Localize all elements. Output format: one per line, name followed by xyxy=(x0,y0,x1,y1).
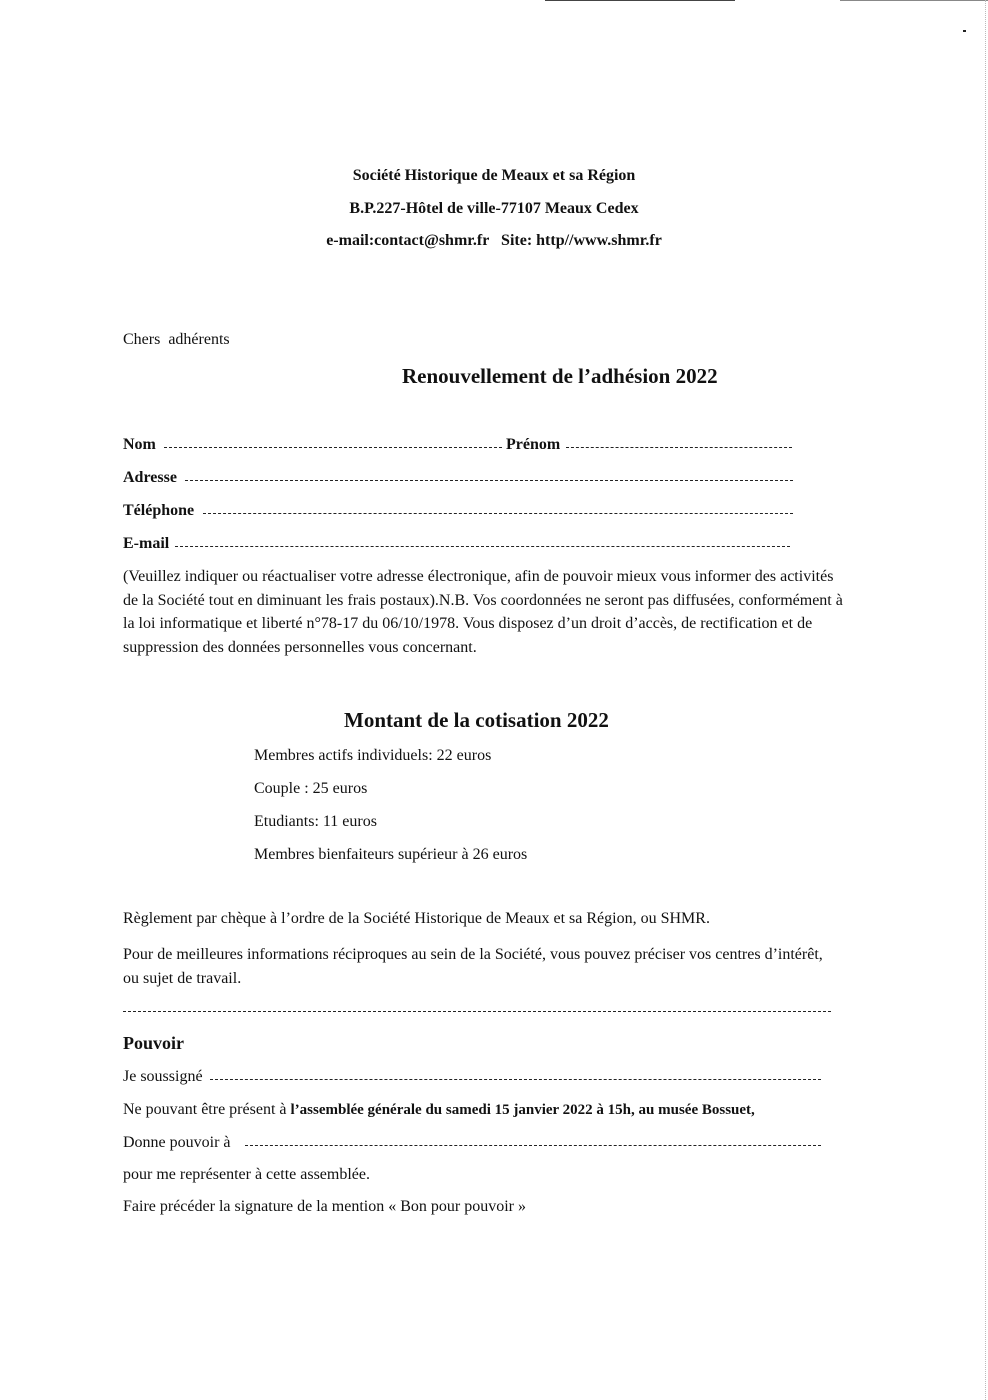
absence-prefix: Ne pouvant être présent à xyxy=(123,1101,291,1118)
adresse-label: Adresse xyxy=(123,469,177,486)
scan-artifact xyxy=(840,0,988,1)
proxy-name-field-line[interactable] xyxy=(245,1145,821,1146)
privacy-note: (Veuillez indiquer ou réactualiser votre adresse électronique, afin de pouvoir mieux vous informer des activités de la Société tout en diminuant les frais postaux).N.B. Vos coordonnées ne seront pas diffusées, conformément à la loi informatique et liberté n°78-17 du 06/10/1978. Vous disposez d’un droit d’accès, de rectification et de suppression des données personnelles vous concernant. xyxy=(123,568,843,656)
email-field-line[interactable] xyxy=(175,546,790,547)
fee-item: Membres actifs individuels: 22 euros xyxy=(254,747,492,764)
proxy-title: Pouvoir xyxy=(123,1033,184,1053)
fee-item: Etudiants: 11 euros xyxy=(254,813,377,830)
interests-note: Pour de meilleures informations réciproques au sein de la Société, vous pouvez préciser vos centres d’intérêt, ou sujet de travail. xyxy=(123,946,823,987)
represent-text: pour me représenter à cette assemblée. xyxy=(123,1166,370,1183)
undersigned-field-line[interactable] xyxy=(210,1079,821,1080)
fee-item: Membres bienfaiteurs supérieur à 26 euros xyxy=(254,846,528,863)
payment-note: Règlement par chèque à l’ordre de la Société Historique de Meaux et sa Région, ou SHMR. xyxy=(123,910,710,927)
fee-item: Couple : 25 euros xyxy=(254,780,368,797)
greeting: Chers adhérents xyxy=(123,331,230,348)
scan-speck xyxy=(963,30,966,32)
renewal-title: Renouvellement de l’adhésion 2022 xyxy=(402,364,718,388)
prenom-label: Prénom xyxy=(506,436,561,453)
telephone-field-line[interactable] xyxy=(203,513,793,514)
give-power-label: Donne pouvoir à xyxy=(123,1134,231,1151)
assembly-details: l’assemblée générale du samedi 15 janvier 2022 à 15h, au musée Bossuet, xyxy=(290,1102,755,1118)
email-label: E-mail xyxy=(123,535,170,552)
fees-title: Montant de la cotisation 2022 xyxy=(344,708,609,732)
section-separator xyxy=(123,1011,831,1012)
society-address: B.P.227-Hôtel de ville-77107 Meaux Cedex xyxy=(349,200,639,217)
scan-artifact xyxy=(545,0,735,1)
prenom-field-line[interactable] xyxy=(566,447,792,448)
nom-label: Nom xyxy=(123,436,156,453)
signature-instruction: Faire précéder la signature de la mention « Bon pour pouvoir » xyxy=(123,1198,526,1215)
society-name: Société Historique de Meaux et sa Région xyxy=(352,167,636,184)
adresse-field-line[interactable] xyxy=(185,480,793,481)
telephone-label: Téléphone xyxy=(123,502,195,519)
absence-statement xyxy=(123,1101,755,1119)
society-contact: e-mail:contact@shmr.fr Site: http//www.shmr.fr xyxy=(326,232,662,249)
nom-field-line[interactable] xyxy=(164,447,502,448)
undersigned-label: Je soussigné xyxy=(123,1068,203,1085)
